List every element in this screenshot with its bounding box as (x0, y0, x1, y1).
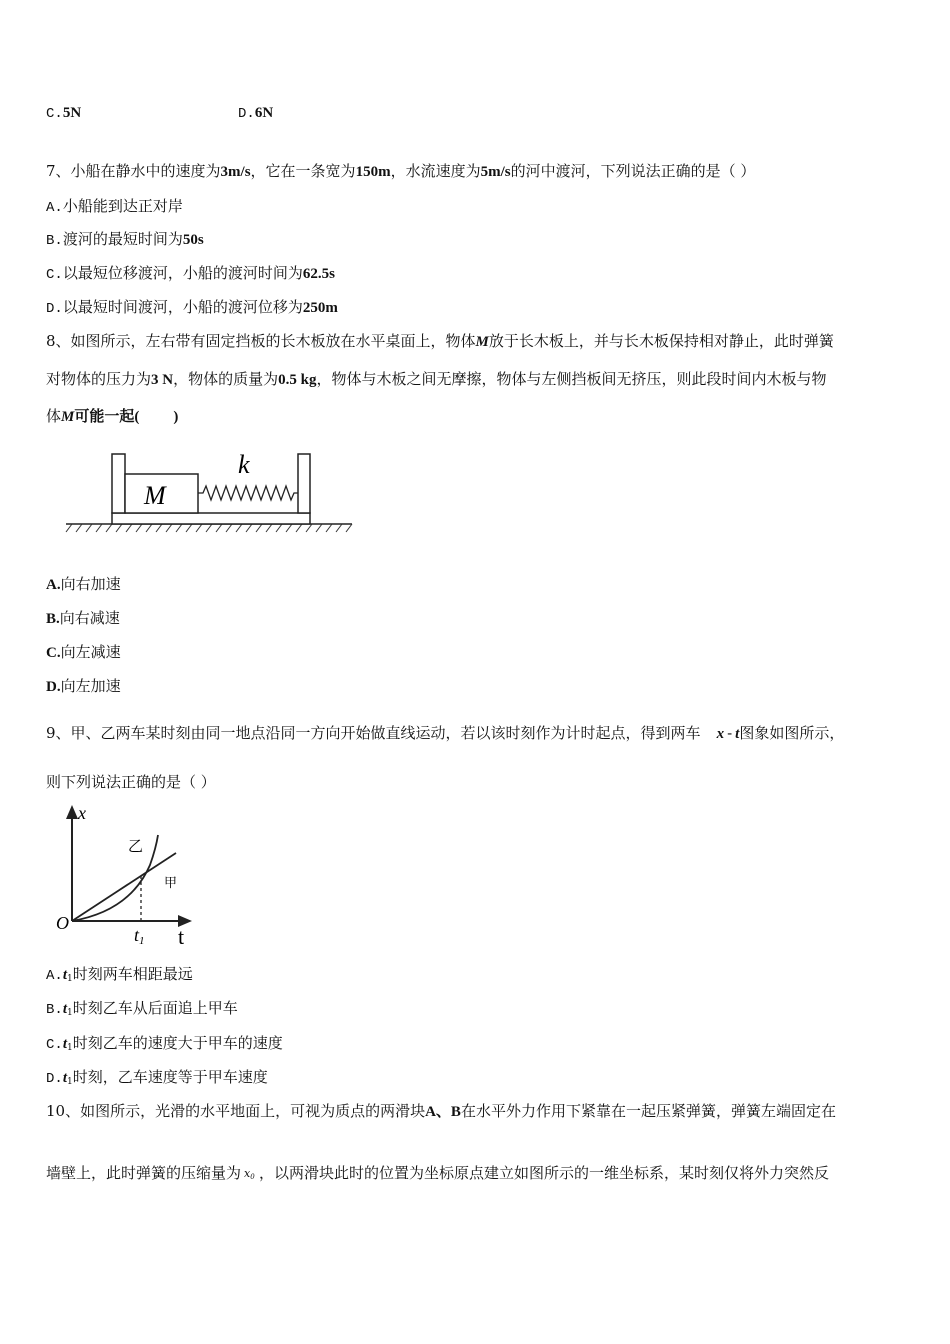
spring-label: k (238, 450, 250, 479)
q9-option-a: $A.t_1$时刻两车相距最远 (46, 965, 193, 984)
x-axis-label: t (178, 924, 185, 949)
block-label: M (144, 481, 166, 510)
curve-yi-label: 乙 (128, 837, 144, 855)
y-axis-label: x (78, 803, 86, 823)
q8-spring-figure (60, 448, 360, 538)
q9-option-d: $D.t_1$时刻，乙车速度等于甲车速度 (46, 1068, 268, 1087)
q9-option-b: $B.t_1$时刻乙车从后面追上甲车 (46, 999, 238, 1018)
y-axis-arrow (66, 805, 78, 819)
q8-option-b: B.向右减速 (46, 609, 120, 627)
left-stop (112, 454, 125, 513)
line-jia (72, 853, 176, 921)
q10-stem-line1: 10、如图所示，光滑的水平地面上，可视为质点的两滑块A、B在水平外力作用下紧靠在一起压紧弹簧，弹簧左端固定在 (46, 1102, 836, 1120)
long-board (112, 513, 310, 524)
q8-option-a: A.向右加速 (46, 575, 121, 593)
q8-stem-line1: 8、如图所示，左右带有固定挡板的长木板放在水平桌面上，物体M放于长木板上，并与长木板保持相对静止，此时弹簧 (46, 332, 834, 350)
ground-hatching (66, 524, 352, 532)
q9-option-c: $C.t_1$时刻乙车的速度大于甲车的速度 (46, 1034, 283, 1053)
q7-option-d: D.以最短时间渡河，小船的渡河位移为250m (46, 298, 338, 317)
q6-option-c: C.5N (46, 105, 82, 122)
q9-xt-graph (50, 803, 210, 948)
q8-option-d: D.向左加速 (46, 677, 121, 695)
line-jia-label: 甲 (164, 876, 178, 891)
spring (198, 486, 298, 500)
q8-stem-line3: 体M可能一起( ) (46, 407, 179, 425)
q7-stem: 7、小船在静水中的速度为3m/s，它在一条宽为150m，水流速度为5m/s的河中渡河，下列说法正确的是（ ） (46, 162, 756, 180)
curve-yi (72, 835, 158, 921)
t1-label: t1 (134, 925, 145, 947)
q8-stem-line2: 对物体的压力为3 N，物体的质量为0.5 kg，物体与木板之间无摩擦，物体与左侧挡板间无挤压，则此段时间内木板与物 (46, 370, 827, 388)
q7-option-b: B.渡河的最短时间为50s (46, 230, 204, 249)
q8-option-c: C.向左减速 (46, 643, 121, 661)
q9-stem-line1: 9、甲、乙两车某时刻由同一地点沿同一方向开始做直线运动，若以该时刻作为计时起点，得到两车 x - t图象如图所示， (46, 724, 845, 742)
q9-stem-line2: 则下列说法正确的是（ ） (46, 773, 216, 791)
q10-stem-line2: 墙壁上，此时弹簧的压缩量为 x0 ，以两滑块此时的位置为坐标原点建立如图所示的一维坐标系，某时刻仅将外力突然反 (46, 1164, 830, 1182)
q6-option-d: D.6N (238, 105, 274, 122)
right-stop (298, 454, 310, 513)
origin-label: O (56, 913, 69, 933)
q7-option-c: C.以最短位移渡河，小船的渡河时间为62.5s (46, 264, 335, 283)
q7-option-a: A.小船能到达正对岸 (46, 197, 183, 216)
